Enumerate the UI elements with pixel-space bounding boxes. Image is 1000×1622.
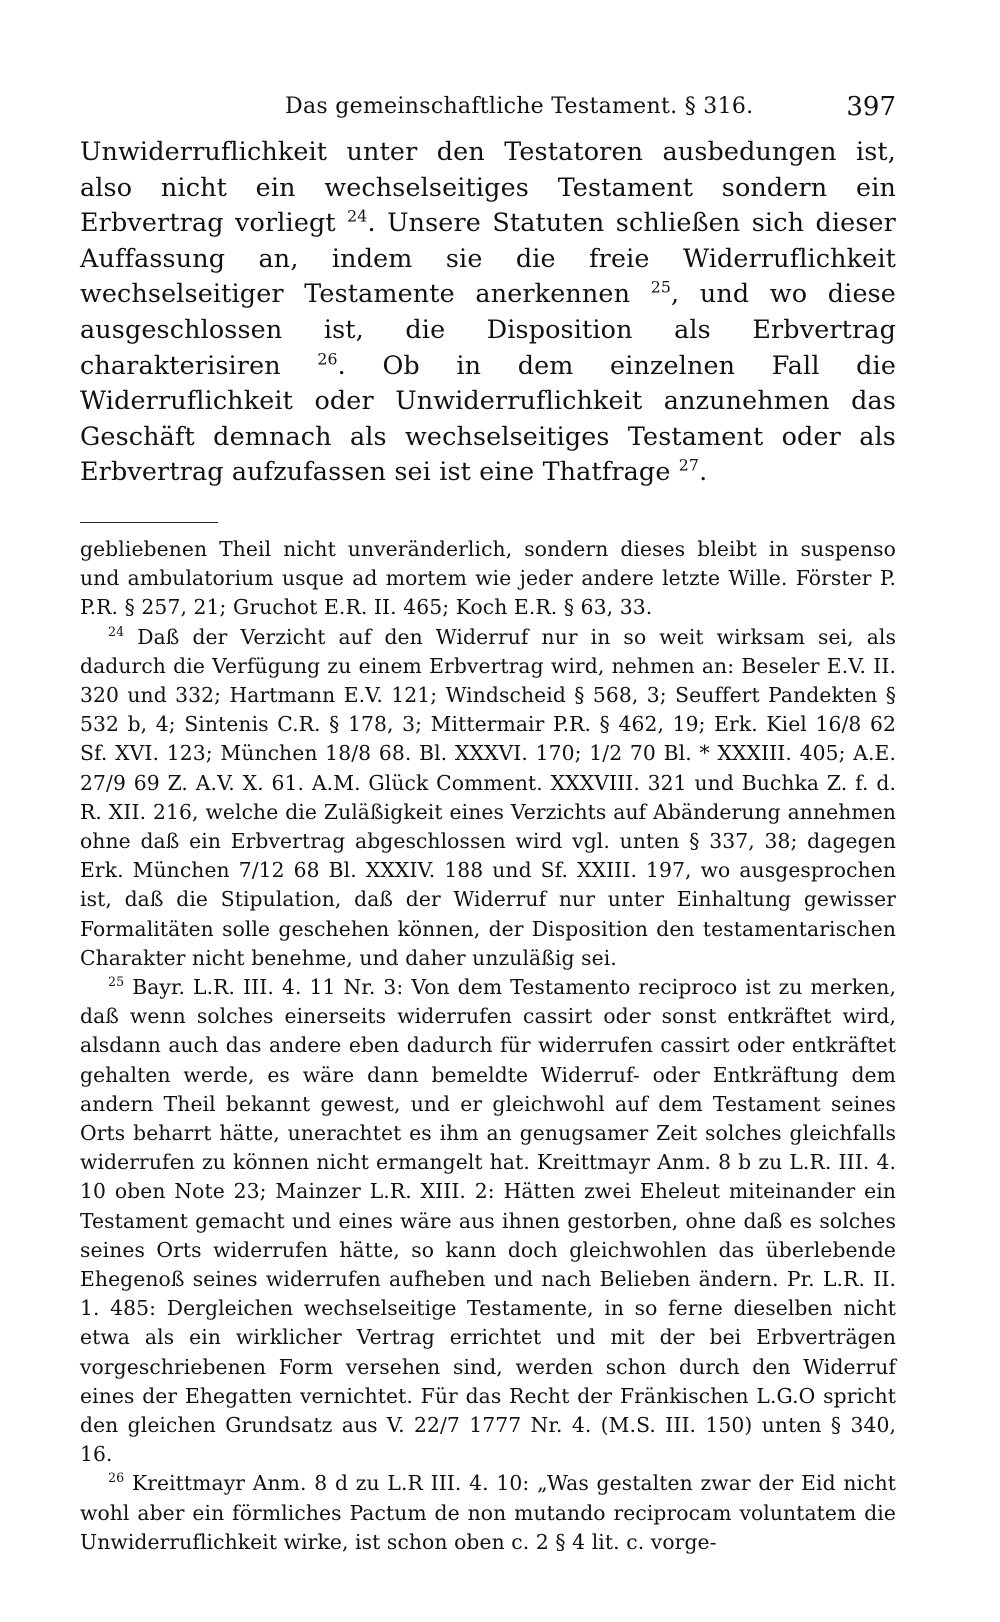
- footnote-marker: 24: [108, 623, 125, 639]
- footnotes: [80, 535, 896, 1557]
- footnote-reference: 26: [317, 349, 338, 369]
- book-page: [80, 92, 896, 1557]
- running-title: Das gemeinschaftliche Testament. § 316.: [285, 94, 754, 119]
- main-text-segment: .: [699, 456, 708, 487]
- footnote-marker: 25: [108, 974, 125, 990]
- footnote-26: [80, 1469, 896, 1557]
- running-head: [80, 92, 896, 134]
- main-text-segment: , und wo diese ausgeschlossen ist, die Disposition als Erbvertrag charakterisiren: [80, 278, 896, 380]
- footnote-reference: 24: [347, 206, 368, 226]
- footnote-marker: 26: [108, 1470, 125, 1486]
- main-text-segment: Unwiderruflichkeit unter den Testatoren ausbedungen ist, also nicht ein wechselseitiges Testament sondern ein Erbvertrag vorliegt: [80, 136, 896, 238]
- footnote-reference: 25: [650, 277, 672, 297]
- footnote-25: [80, 973, 896, 1469]
- main-text-segment: . Unsere Statuten schließen sich dieser Auffassung an, indem sie die freie Widerruflichkeit wechselseitiger Testamente anerkennen: [80, 207, 896, 309]
- footnote-continuation: gebliebenen Theil nicht unveränderlich, sondern dieses bleibt in suspenso und ambulatorium usque ad mortem wie jeder andere letzte Wille. Förster P. P.R. § 257, 21; Gruchot E.R. II. 465; Koch E.R. § 63, 33.: [80, 536, 896, 620]
- main-text-segment: . Ob in dem einzelnen Fall die Widerruflichkeit oder Unwiderruflichkeit anzunehmen das Geschäft demnach als wechselseitiges Testament oder als Erbvertrag aufzufassen sei ist eine Thatfrage: [80, 349, 896, 487]
- footnote-reference: 27: [678, 455, 700, 475]
- footnote-text: Kreittmayr Anm. 8 d zu L.R III. 4. 10: „Was gestalten zwar der Eid nicht wohl aber ein förmliches Pactum de non mutando reciprocam voluntatem die Unwiderruflichkeit wirke, ist schon oben c. 2 § 4 lit. c. vorge-: [80, 1471, 897, 1554]
- main-paragraph: [80, 134, 896, 490]
- footnote-text: Bayr. L.R. III. 4. 11 Nr. 3: Von dem Testamento reciproco ist zu merken, daß wenn solches einerseits widerrufen cassirt oder sonst entkräftet wird, alsdann auch das andere eben dadurch für widerrufen cassirt oder entkräftet gehalten werde, es wäre dann bemeldte Widerruf- oder Entkräftung dem andern Theil bekannt gewest, und er gleichwohl auf dem Testament seines Orts beharrt hätte, unerachtet es ihm an genugsamer Zeit solches gleichfalls widerrufen zu können nicht ermangelt hat. Kreittmayr Anm. 8 b zu L.R. III. 4. 10 oben Note 23; Mainzer L.R. XIII. 2: Hätten zwei Eheleut miteinander ein Testament gemacht und eines wäre aus ihnen gestorben, ohne daß es solches seines Orts widerrufen hätte, so kann doch gleichwohlen das überlebende Ehegenoß seines widerrufen aufheben und nach Belieben ändern. Pr. L.R. II. 1. 485: Dergleichen wechselseitige Testamente, in so ferne dieselben nicht etwa als ein wirklicher Vertrag errichtet und mit der bei Erbverträgen vorgeschriebenen Form versehen sind, werden schon durch den Widerruf eines der Ehegatten vernichtet. Für das Recht der Fränkischen L.G.O spricht den gleichen Grundsatz aus V. 22/7 1777 Nr. 4. (M.S. III. 150) unten § 340, 16.: [80, 974, 896, 1467]
- page-number: 397: [846, 92, 896, 122]
- footnote-text: Daß der Verzicht auf den Widerruf nur in so weit wirksam sei, als dadurch die Verfügung zu einem Erbvertrag wird, nehmen an: Beseler E.V. II. 320 und 332; Hartmann E.V. 121; Windscheid § 568, 3; Seuffert Pandekten § 532 b, 4; Sintenis C.R. § 178, 3; Mittermair P.R. § 462, 19; Erk. Kiel 16/8 62 Sf. XVI. 123; München 18/8 68. Bl. XXXVI. 170; 1/2 70 Bl. * XXXIII. 405; A.E. 27/9 69 Z. A.V. X. 61. A.M. Glück Comment. XXXVIII. 321 und Buchka Z. f. d. R. XII. 216, welche die Zuläßigkeit eines Verzichts auf Abänderung annehmen ohne daß ein Erbvertrag abgeschlossen wird vgl. unten § 337, 38; dagegen Erk. München 7/12 68 Bl. XXXIV. 188 und Sf. XXIII. 197, wo ausgesprochen ist, daß die Stipulation, daß der Widerruf nur unter Einhaltung gewisser Formalitäten solle geschehen können, der Disposition den testamentarischen Charakter nicht benehme, und daher unzuläßig sei.: [80, 624, 896, 970]
- footnote-separator: [80, 522, 218, 523]
- footnote-24: [80, 623, 896, 973]
